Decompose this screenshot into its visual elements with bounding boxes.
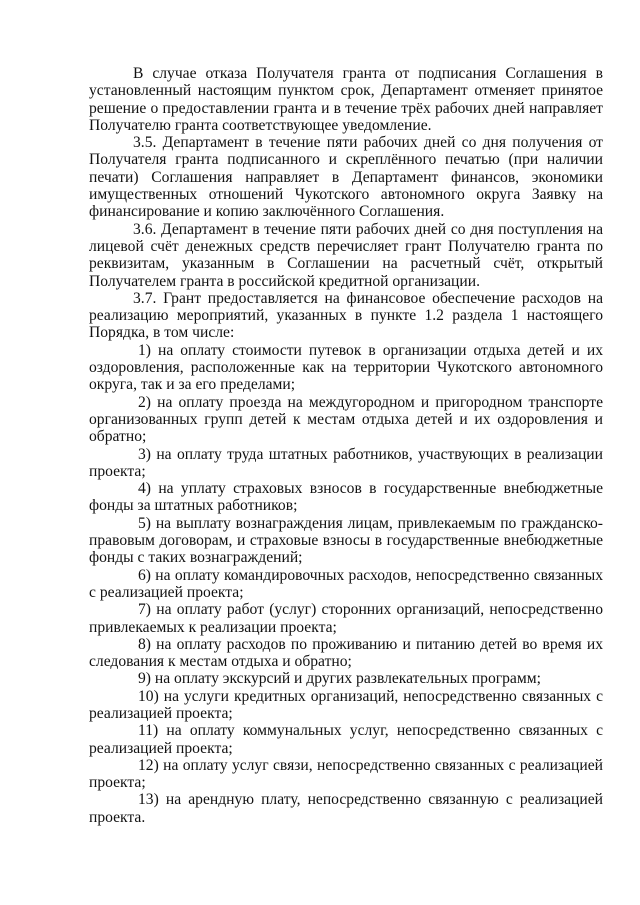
- paragraph-3-7: 3.7. Грант предоставляется на финансовое обеспечение расходов на реализацию мероприятий, указанных в пункте 1.2 раздела 1 настоящего Порядка, в том числе:: [89, 289, 603, 342]
- list-item: 7) на оплату работ (услуг) сторонних организаций, непосредственно привлекаемых к реализации проекта;: [89, 601, 603, 636]
- list-item: 11) на оплату коммунальных услуг, непосредственно связанных с реализацией проекта;: [89, 722, 603, 757]
- list-item: 12) на оплату услуг связи, непосредственно связанных с реализацией проекта;: [89, 756, 603, 792]
- list-item: 9) на оплату экскурсий и других развлекательных программ;: [138, 670, 541, 688]
- list-item: 4) на уплату страховых взносов в государственные внебюджетные фонды за штатных работников;: [89, 480, 603, 515]
- list-item: 3) на оплату труда штатных работников, участвующих в реализации проекта;: [89, 445, 603, 480]
- document-page: [89, 65, 603, 826]
- paragraph-3-5: 3.5. Департамент в течение пяти рабочих дней со дня получения от Получателя гранта подписанного и скреплённого печатью (при наличии печати) Соглашения направляет в Департамент финансов, экономики имущественных отношений Чукотского автономного округа Заявку на финансирование и копию заключённого Соглашения.: [89, 134, 603, 221]
- list-item: 10) на услуги кредитных организаций, непосредственно связанных с реализацией проекта;: [89, 687, 603, 722]
- list-item: 13) на арендную плату, непосредственно связанную с реализацией проекта.: [89, 791, 603, 826]
- list-item: 8) на оплату расходов по проживанию и питанию детей во время их следования к местам отдыха и обратно;: [89, 635, 603, 671]
- paragraph-refusal: В случае отказа Получателя гранта от подписания Соглашения в установленный настоящим пунктом срок, Департамент отменяет принятое решение о предоставлении гранта и в течение трёх рабочих дней направляет Получателю гранта соответствующее уведомление.: [89, 65, 603, 134]
- list-item: 6) на оплату командировочных расходов, непосредственно связанных с реализацией проекта;: [89, 566, 603, 601]
- list-item: 5) на выплату вознаграждения лицам, привлекаемым по гражданско-правовым договорам, и страховые взносы в государственные внебюджетные фонды с таких вознаграждений;: [89, 514, 603, 567]
- paragraph-3-6: 3.6. Департамент в течение пяти рабочих дней со дня поступления на лицевой счёт денежных средств перечисляет грант Получателю гранта по реквизитам, указанным в Соглашении на расчетный счёт, открытый Получателем гранта в российской кредитной организации.: [89, 220, 603, 290]
- list-item: 1) на оплату стоимости путевок в организации отдыха детей и их оздоровления, расположенные как на территории Чукотского автономного округа, так и за его пределами;: [89, 341, 603, 394]
- list-item: 2) на оплату проезда на междугородном и пригородном транспорте организованных групп детей к местам отдыха детей и их оздоровления и обратно;: [89, 393, 603, 446]
